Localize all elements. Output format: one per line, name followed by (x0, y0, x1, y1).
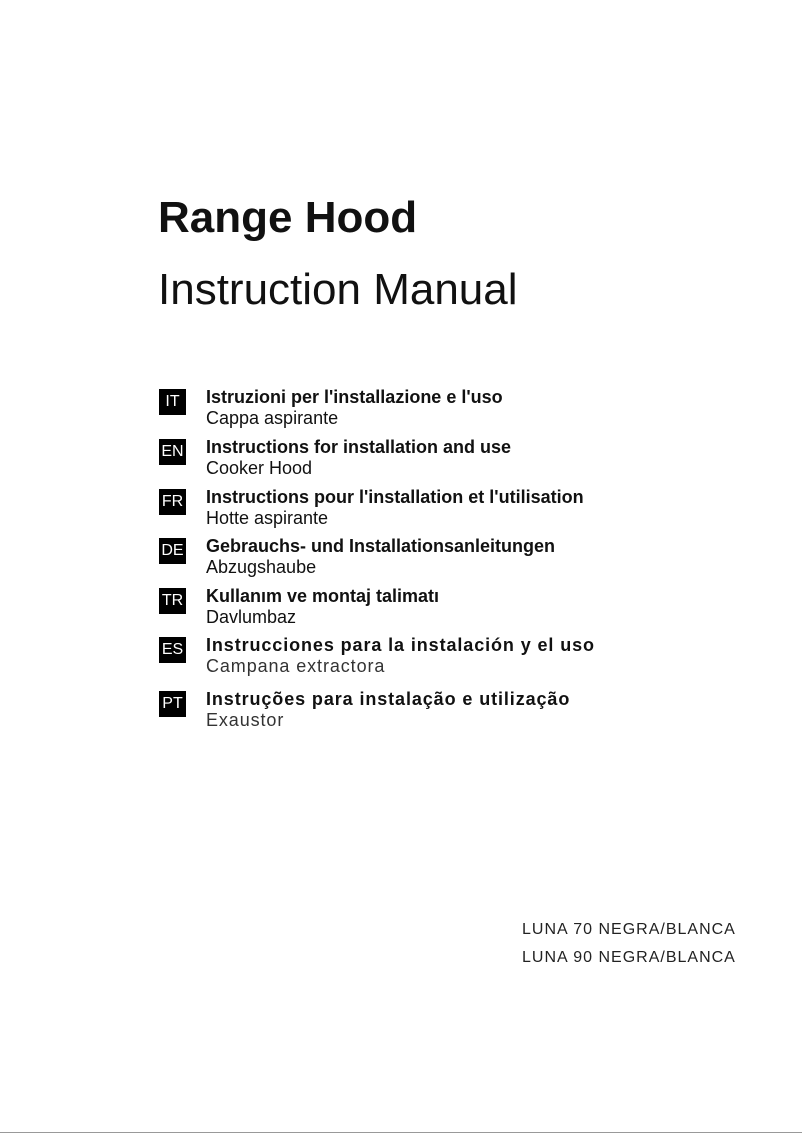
language-title-de: Gebrauchs- und Installationsanleitungen (206, 536, 556, 556)
language-product-en: Cooker Hood (206, 458, 313, 478)
model-number: LUNA 90 NEGRA/BLANCA (522, 949, 736, 966)
document-subtitle: Instruction Manual (158, 265, 518, 314)
language-title-pt: Instruções para instalação e utilização (206, 689, 571, 709)
language-product-es: Campana extractora (206, 656, 386, 676)
language-badge-de: DE (159, 538, 186, 564)
language-entry-fr (159, 486, 749, 532)
language-entry-pt (159, 688, 749, 734)
language-badge-tr: TR (159, 588, 186, 614)
language-product-fr: Hotte aspirante (206, 508, 329, 528)
language-product-it: Cappa aspirante (206, 408, 339, 428)
language-entry-tr (159, 585, 749, 631)
language-entry-de (159, 535, 749, 581)
document-title: Range Hood (158, 193, 418, 242)
language-product-de: Abzugshaube (206, 557, 317, 577)
language-title-tr: Kullanım ve montaj talimatı (206, 586, 440, 606)
language-title-es: Instrucciones para la instalación y el uso (206, 635, 595, 655)
language-badge-pt: PT (159, 691, 186, 717)
model-number: LUNA 70 NEGRA/BLANCA (522, 921, 736, 938)
language-entry-it (159, 386, 749, 432)
language-entry-en (159, 436, 749, 482)
language-title-fr: Instructions pour l'installation et l'utilisation (206, 487, 584, 507)
language-badge-en: EN (159, 439, 186, 465)
language-badge-fr: FR (159, 489, 186, 515)
language-badge-it: IT (159, 389, 186, 415)
language-title-en: Instructions for installation and use (206, 437, 512, 457)
page-bottom-rule (0, 1132, 802, 1133)
language-product-pt: Exaustor (206, 710, 285, 730)
language-product-tr: Davlumbaz (206, 607, 297, 627)
language-title-it: Istruzioni per l'installazione e l'uso (206, 387, 503, 407)
language-badge-es: ES (159, 637, 186, 663)
language-entry-es (159, 634, 749, 680)
